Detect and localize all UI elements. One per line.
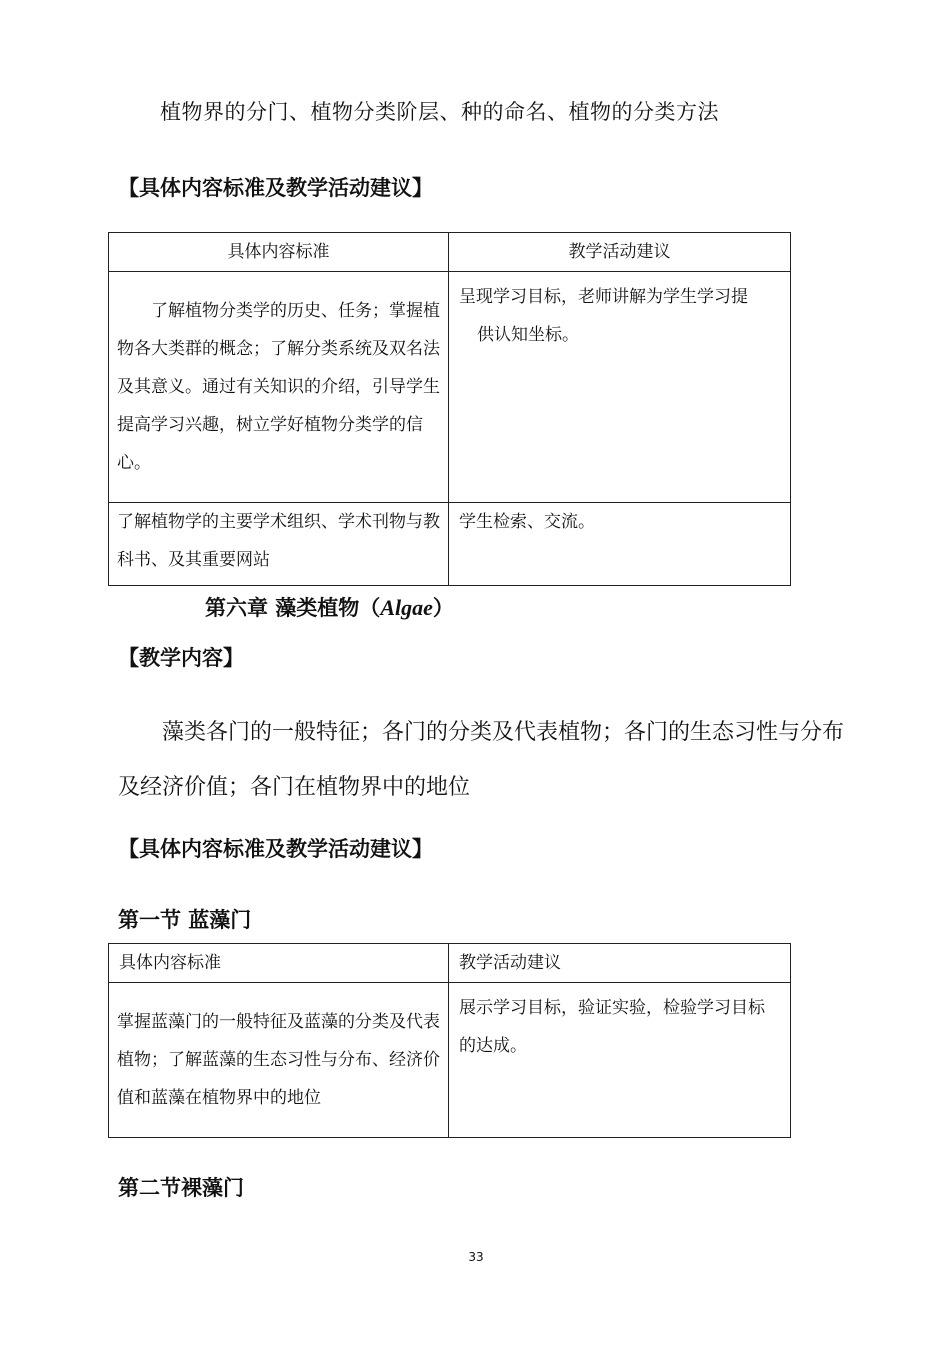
col-header-standard: 具体内容标准 (109, 233, 449, 272)
table-row (109, 983, 791, 1138)
section-2-title: 第二节裸藻门 (118, 1176, 244, 1200)
col-header-activity: 教学活动建议 (449, 944, 791, 983)
activity-line-1: 呈现学习目标，老师讲解为学生学习提 (459, 287, 748, 307)
table-header-row (109, 944, 791, 983)
chapter-title-suffix: ） (432, 596, 454, 620)
col-header-standard: 具体内容标准 (109, 944, 449, 983)
standard-cell (109, 503, 449, 586)
standard-cell (109, 272, 449, 503)
col-header-activity: 教学活动建议 (449, 233, 791, 272)
page-number: 33 (468, 1250, 484, 1264)
table-header-row (109, 233, 791, 272)
activity-cell (449, 272, 791, 503)
activity-text: 展示学习目标，验证实验，检验学习目标的达成。 (459, 998, 765, 1056)
section-1-title: 第一节 蓝藻门 (118, 908, 252, 932)
activity-line-2: 供认知坐标。 (477, 325, 579, 345)
standard-cell (109, 983, 449, 1138)
table-row (109, 272, 791, 503)
activity-cell (449, 983, 791, 1138)
section-heading-teaching-content: 【教学内容】 (118, 646, 244, 670)
teaching-content-paragraph: 藻类各门的一般特征；各门的分类及代表植物；各门的生态习性与分布及经济价值；各门在植物界中的地位 (118, 720, 845, 800)
activity-cell (449, 503, 791, 586)
table-row (109, 503, 791, 586)
cyanophyta-standards-table (108, 943, 791, 1138)
content-standards-table (108, 232, 791, 586)
standard-text: 掌握蓝藻门的一般特征及蓝藻的分类及代表植物；了解蓝藻的生态习性与分布、经济价值和蓝藻在植物界中的地位 (117, 1012, 440, 1108)
standard-text: 了解植物学的主要学术组织、学术刊物与教科书、及其重要网站 (117, 512, 440, 570)
chapter-title-prefix: 第六章 藻类植物（ (205, 596, 381, 620)
section-heading-content-standards: 【具体内容标准及教学活动建议】 (118, 176, 433, 200)
chapter-title-latin: Algae (380, 595, 433, 620)
intro-line: 植物界的分门、植物分类阶层、种的命名、植物的分类方法 (160, 100, 719, 124)
standard-text: 了解植物分类学的历史、任务；掌握植物各大类群的概念；了解分类系统及双名法及其意义。通过有关知识的介绍，引导学生提高学习兴趣，树立学好植物分类学的信心。 (117, 301, 440, 473)
section-heading-content-standards-2: 【具体内容标准及教学活动建议】 (118, 837, 433, 861)
activity-text (449, 272, 790, 360)
chapter-title (205, 592, 454, 622)
activity-text: 学生检索、交流。 (459, 512, 595, 532)
